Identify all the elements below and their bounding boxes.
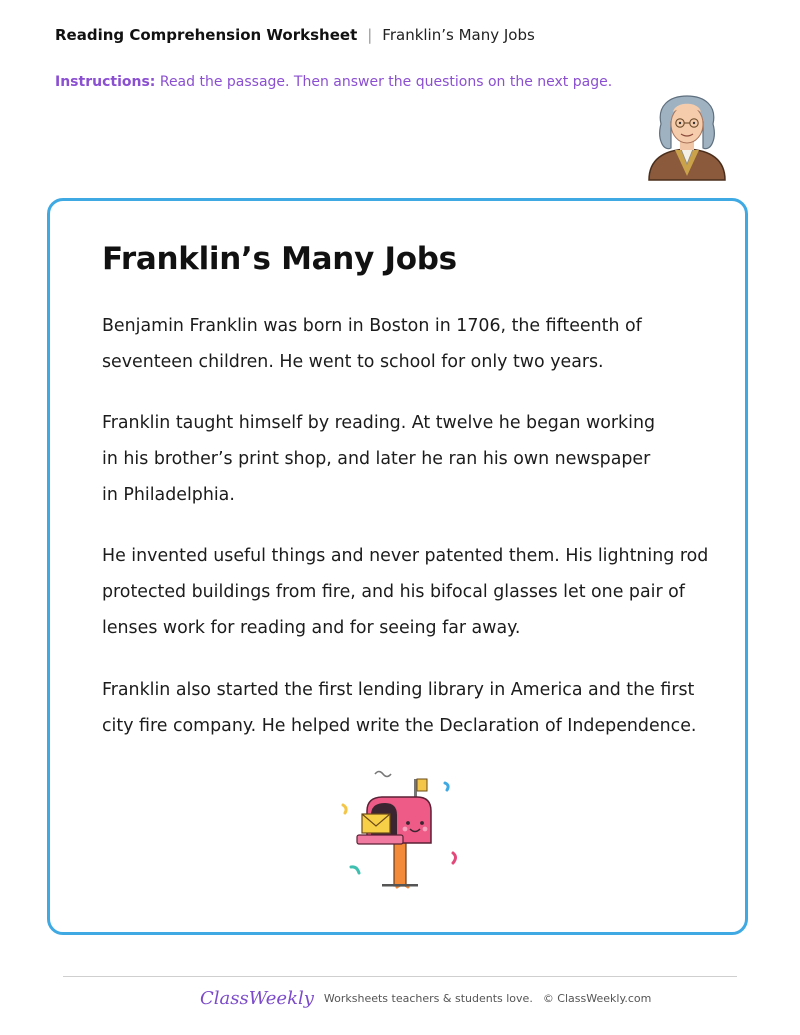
instructions-text: Read the passage. Then answer the questions on the next page. — [159, 74, 613, 90]
passage-paragraph — [102, 308, 642, 380]
passage-line: He invented useful things and never patented them. His lightning rod — [102, 546, 709, 566]
instructions — [55, 74, 612, 90]
passage-line: Franklin taught himself by reading. At twelve he began working — [102, 413, 656, 433]
passage-line: Benjamin Franklin was born in Boston in 1706, the fifteenth of — [102, 316, 642, 336]
passage-line: city fire company. He helped write the Declaration of Independence. — [102, 716, 697, 736]
footer-tagline: Worksheets teachers & students love. — [323, 992, 533, 1005]
passage-line: lenses work for reading and for seeing far away. — [102, 618, 521, 638]
worksheet-subtitle: Franklin’s Many Jobs — [382, 26, 535, 44]
passage-title: Franklin’s Many Jobs — [102, 241, 457, 277]
footer-divider — [63, 976, 737, 977]
passage-line: in his brother’s print shop, and later he ran his own newspaper — [102, 449, 651, 469]
brand-logo: ClassWeekly — [200, 988, 314, 1009]
footer — [200, 988, 651, 1009]
worksheet-title: Reading Comprehension Worksheet — [55, 26, 358, 44]
passage-paragraph — [102, 672, 696, 744]
instructions-label: Instructions: — [55, 74, 156, 90]
mailbox-icon — [335, 765, 465, 895]
header-separator: | — [367, 26, 373, 44]
passage-paragraph — [102, 538, 708, 646]
footer-copyright: © ClassWeekly.com — [542, 992, 652, 1005]
passage-line: seventeen children. He went to school for only two years. — [102, 352, 604, 372]
passage-paragraph — [102, 405, 655, 513]
worksheet-header — [55, 26, 535, 44]
passage-line: Franklin also started the first lending library in America and the first — [102, 680, 695, 700]
passage-line: in Philadelphia. — [102, 485, 235, 505]
passage-line: protected buildings from fire, and his bifocal glasses let one pair of — [102, 582, 685, 602]
benjamin-franklin-portrait-icon — [645, 92, 729, 182]
